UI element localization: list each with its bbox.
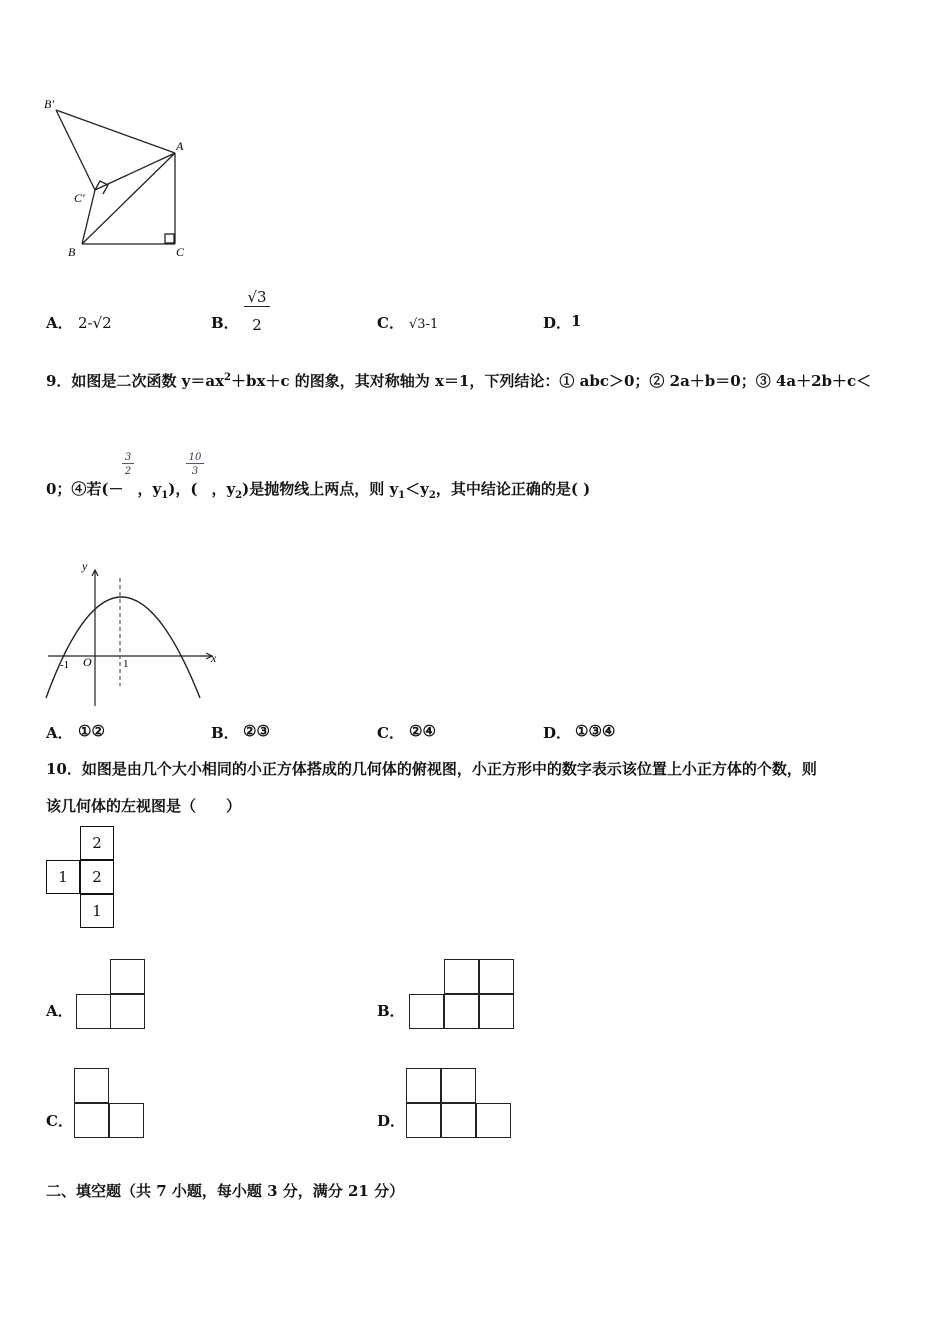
q8-option-a-value: 2-√2	[78, 314, 112, 332]
q9-option-a-letter: A．	[46, 724, 73, 742]
q10-line1: 10．如图是由几个大小相同的小正方体搭成的几何体的俯视图，小正方形中的数字表示该位置上小正方体的个数，则	[46, 760, 817, 778]
q9-line1-sup: 2	[224, 372, 232, 383]
graph-label-y: y	[82, 559, 88, 573]
q9-option-b-letter: B．	[211, 724, 239, 742]
q9-option-c-value: ②④	[409, 722, 436, 740]
q9-line1	[46, 370, 871, 391]
label-c: C	[176, 245, 185, 259]
q9-line2-d-sub: 2	[235, 490, 243, 501]
q9-line2-e: )是抛物线上两点，则 y	[242, 480, 399, 498]
q8-option-c-value: √3-1	[409, 317, 439, 332]
q8-option-b-denominator: 2	[252, 316, 262, 334]
q10-option-d-letter: D．	[377, 1112, 406, 1130]
section2-title: 二、填空题（共 7 小题，每小题 3 分，满分 21 分）	[46, 1182, 405, 1200]
grid-cell-top: 2	[80, 826, 114, 860]
graph-label-one: 1	[123, 658, 129, 670]
label-b-prime: B'	[44, 97, 54, 111]
q9-frac1-num: 3	[122, 452, 134, 464]
q10-option-c-letter: C．	[46, 1112, 73, 1130]
q8-option-b-letter: B．	[211, 314, 239, 332]
q9-line2	[46, 478, 590, 501]
label-c-prime: C'	[74, 191, 85, 205]
q10-line2: 该几何体的左视图是（ ）	[46, 797, 242, 815]
q9-line2-g: ，其中结论正确的是( )	[435, 480, 591, 498]
q8-option-d-value: 1	[571, 312, 582, 330]
label-b: B	[68, 245, 76, 259]
grid-cell-mid-left: 1	[46, 860, 80, 894]
q8-option-c-letter: C．	[377, 314, 404, 332]
q9-option-a-value: ①②	[78, 722, 105, 740]
grid-cell-bottom: 1	[80, 894, 114, 928]
q9-line2-a: 0；④若(－	[46, 480, 124, 498]
graph-label-origin: O	[83, 655, 92, 669]
q9-line1-suffix: ＋bx＋c 的图象，其对称轴为 x＝1，下列结论：① abc＞0；② 2a＋b＝0；③ 4a＋2b＋c＜	[231, 372, 872, 390]
q9-frac2-num: 10	[186, 452, 204, 464]
q9-line2-b-sub: 1	[161, 490, 169, 501]
q9-option-d-letter: D．	[543, 724, 572, 742]
q9-option-b-value: ②③	[243, 722, 270, 740]
q9-frac2-den: 3	[191, 466, 199, 477]
grid-cell-mid-right: 2	[80, 860, 114, 894]
q10-option-a-letter: A．	[46, 1002, 73, 1020]
q8-option-a-letter: A．	[46, 314, 73, 332]
q9-line1-prefix: 9．如图是二次函数 y＝ax	[46, 372, 225, 390]
q9-line2-f-sub: 2	[428, 490, 436, 501]
q9-option-d-value: ①③④	[575, 722, 616, 740]
label-a: A	[176, 139, 184, 153]
q9-line2-d: ，y	[211, 480, 236, 498]
q10-option-b-letter: B．	[377, 1002, 405, 1020]
q9-option-c-letter: C．	[377, 724, 404, 742]
graph-label-neg1: -1	[60, 659, 70, 671]
q9-line2-b: ，y	[137, 480, 162, 498]
q8-option-b-numerator: √3	[244, 288, 270, 307]
graph-label-x: x	[211, 651, 217, 665]
q8-geometry-figure	[40, 90, 200, 265]
q9-line2-c: )，(	[168, 480, 198, 498]
q9-line2-f: ＜y	[405, 480, 429, 498]
q9-line2-e-sub: 1	[398, 490, 406, 501]
q9-parabola-graph	[40, 558, 225, 708]
q9-frac1-den: 2	[124, 466, 132, 477]
q8-option-d-letter: D．	[543, 314, 572, 332]
